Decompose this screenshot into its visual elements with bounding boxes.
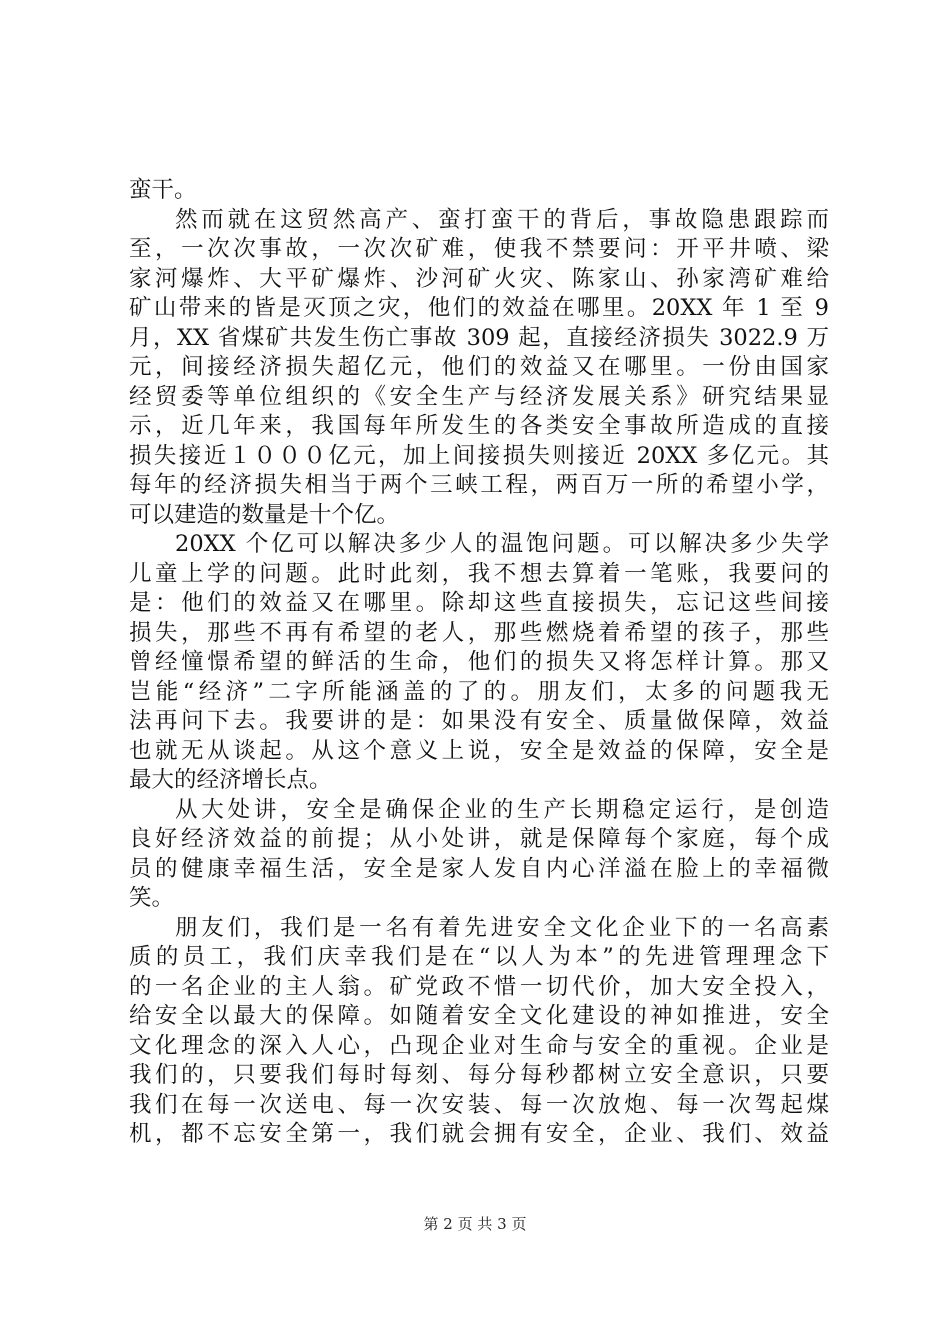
- paragraph-first-line: 朋友们，我们是一名有着先进安全文化企业下的一名高素: [175, 914, 829, 941]
- paragraph-first-line: 然而就在这贸然高产、蛮打蛮干的背后，事故隐患跟踪而: [175, 206, 829, 233]
- text-line: 矿山带来的皆是灭顶之灾，他们的效益在哪里。20XX 年 1 至 9: [129, 295, 829, 321]
- text-line: 是：他们的效益又在哪里。除却这些直接损失，忘记这些间接: [129, 590, 829, 616]
- paragraph-first-line: 20XX 个亿可以解决多少人的温饱问题。可以解决多少失学: [175, 531, 829, 557]
- text-line: 良好经济效益的前提；从小处讲，就是保障每个家庭，每个成: [129, 826, 829, 852]
- text-line: 至，一次次事故，一次次矿难，使我不禁要问：开平井喷、梁: [129, 236, 829, 262]
- text-line: 月，XX 省煤矿共发生伤亡事故 309 起，直接经济损失 3022.9 万: [129, 324, 829, 351]
- text-line: 我们的，只要我们每时每刻、每分每秒都树立安全意识，只要: [129, 1062, 829, 1088]
- text-line: 给安全以最大的保障。如随着安全文化建设的神如推进，安全: [129, 1003, 829, 1029]
- text-line: 蛮干。: [129, 177, 197, 203]
- body-text: [129, 176, 829, 1150]
- text-line: 质的员工，我们庆幸我们是在“以人为本”的先进管理理念下: [129, 944, 829, 970]
- text-line: 示，近几年来，我国每年所发生的各类安全事故所造成的直接: [129, 413, 829, 439]
- text-line: 损失接近１０００亿元，加上间接损失则接近 20XX 多亿元。其: [129, 442, 829, 469]
- text-line: 儿童上学的问题。此时此刻，我不想去算着一笔账，我要问的: [129, 560, 829, 587]
- text-line: 每年的经济损失相当于两个三峡工程，两百万一所的希望小学，: [129, 472, 829, 498]
- text-line: 经贸委等单位组织的《安全生产与经济发展关系》研究结果显: [129, 383, 829, 410]
- text-line: 机，都不忘安全第一，我们就会拥有安全，企业、我们、效益: [129, 1121, 829, 1147]
- text-line: 文化理念的深入人心，凸现企业对生命与安全的重视。企业是: [129, 1032, 829, 1059]
- text-line: 法再问下去。我要讲的是：如果没有安全、质量做保障，效益: [129, 708, 829, 734]
- page-number-footer: 第 2 页 共 3 页: [423, 1215, 527, 1233]
- text-line: 元，间接经济损失超亿元，他们的效益又在哪里。一份由国家: [129, 354, 829, 380]
- text-line: 笑。: [129, 885, 175, 911]
- text-line: 损失，那些不再有希望的老人，那些燃烧着希望的孩子，那些: [129, 619, 829, 646]
- text-line: 岂能“经济”二字所能涵盖的了的。朋友们，太多的问题我无: [129, 678, 829, 705]
- text-line: 员的健康幸福生活，安全是家人发自内心洋溢在脸上的幸福微: [129, 855, 829, 882]
- text-line: 最大的经济增长点。: [129, 767, 332, 793]
- text-line: 家河爆炸、大平矿爆炸、沙河矿火灾、陈家山、孙家湾矿难给: [129, 265, 829, 292]
- text-line: 也就无从谈起。从这个意义上说，安全是效益的保障，安全是: [129, 737, 829, 764]
- paragraph-first-line: 从大处讲，安全是确保企业的生产长期稳定运行，是创造: [175, 796, 829, 823]
- text-line: 我们在每一次送电、每一次安装、每一次放炮、每一次驾起煤: [129, 1091, 829, 1118]
- text-line: 曾经憧憬希望的鲜活的生命，他们的损失又将怎样计算。那又: [129, 649, 829, 675]
- text-line: 可以建造的数量是十个亿。: [129, 501, 400, 528]
- text-line: 的一名企业的主人翁。矿党政不惜一切代价，加大安全投入，: [129, 973, 829, 1000]
